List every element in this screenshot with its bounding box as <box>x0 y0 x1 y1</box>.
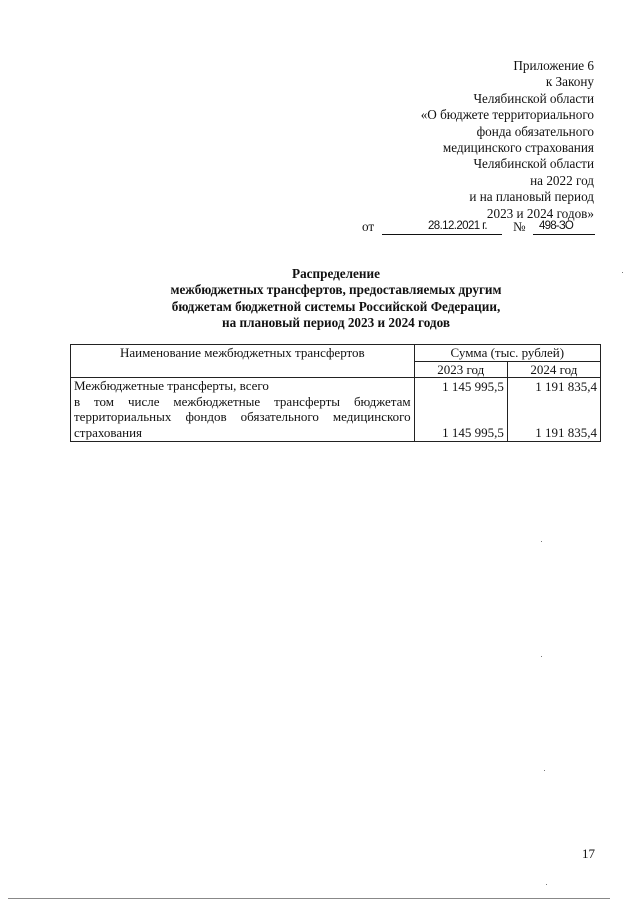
appendix-line: 2023 и 2024 годов» <box>486 205 594 221</box>
scan-speck <box>546 884 547 885</box>
column-header-2023: 2023 год <box>414 361 507 378</box>
name-line-total: Межбюджетные трансферты, всего <box>74 378 269 394</box>
appendix-line: на 2022 год <box>530 172 594 188</box>
name-line: страхования <box>74 424 143 440</box>
appendix-line: к Закону <box>545 74 594 90</box>
name-line: в том числе межбюджетные трансферты бюджетам <box>74 393 411 409</box>
scan-speck <box>544 770 545 771</box>
appendix-line: Челябинской области <box>473 156 594 172</box>
title-line: бюджетам бюджетной системы Российской Федерации, <box>171 298 501 314</box>
scan-speck <box>622 272 623 273</box>
law-number-field <box>533 219 595 235</box>
value-2023-cell <box>414 378 507 442</box>
law-date-number-line <box>358 219 598 237</box>
appendix-line: и на плановый период <box>469 189 594 205</box>
incl-2024: 1 191 835,4 <box>535 424 597 440</box>
column-header-name: Наименование межбюджетных трансфертов <box>71 345 415 378</box>
name-line: территориальных фондов обязательного медицинского <box>74 409 411 425</box>
scan-bottom-edge <box>8 898 610 899</box>
from-label: от <box>362 219 375 234</box>
document-title <box>150 266 522 331</box>
appendix-line: фонда обязательного <box>476 123 594 139</box>
law-date-field <box>382 219 502 235</box>
title-line: Распределение <box>292 266 380 281</box>
incl-2023: 1 145 995,5 <box>442 424 504 440</box>
page-number: 17 <box>582 846 595 861</box>
total-2024: 1 191 835,4 <box>535 379 597 395</box>
title-line: межбюджетных трансфертов, предоставляемых другим <box>170 282 502 298</box>
value-2024-cell <box>507 378 600 442</box>
table-row <box>71 378 601 442</box>
column-header-sum: Сумма (тыс. рублей) <box>414 345 600 362</box>
appendix-line: Челябинской области <box>473 90 594 106</box>
law-date: 28.12.2021 г. <box>428 220 487 232</box>
law-number: 498-ЗО <box>539 220 573 232</box>
total-2023: 1 145 995,5 <box>442 379 504 395</box>
scan-speck <box>541 541 542 542</box>
column-header-2024: 2024 год <box>507 361 600 378</box>
transfers-table <box>70 344 601 442</box>
transfer-name-cell <box>71 378 415 442</box>
table-header-row <box>71 345 601 362</box>
appendix-line: медицинского страхования <box>442 140 594 156</box>
appendix-block <box>374 58 594 222</box>
appendix-line: Приложение 6 <box>513 58 594 73</box>
title-line: на плановый период 2023 и 2024 годов <box>222 314 450 330</box>
scan-speck <box>541 656 542 657</box>
number-label: № <box>513 219 526 234</box>
appendix-line: «О бюджете территориального <box>420 107 594 123</box>
